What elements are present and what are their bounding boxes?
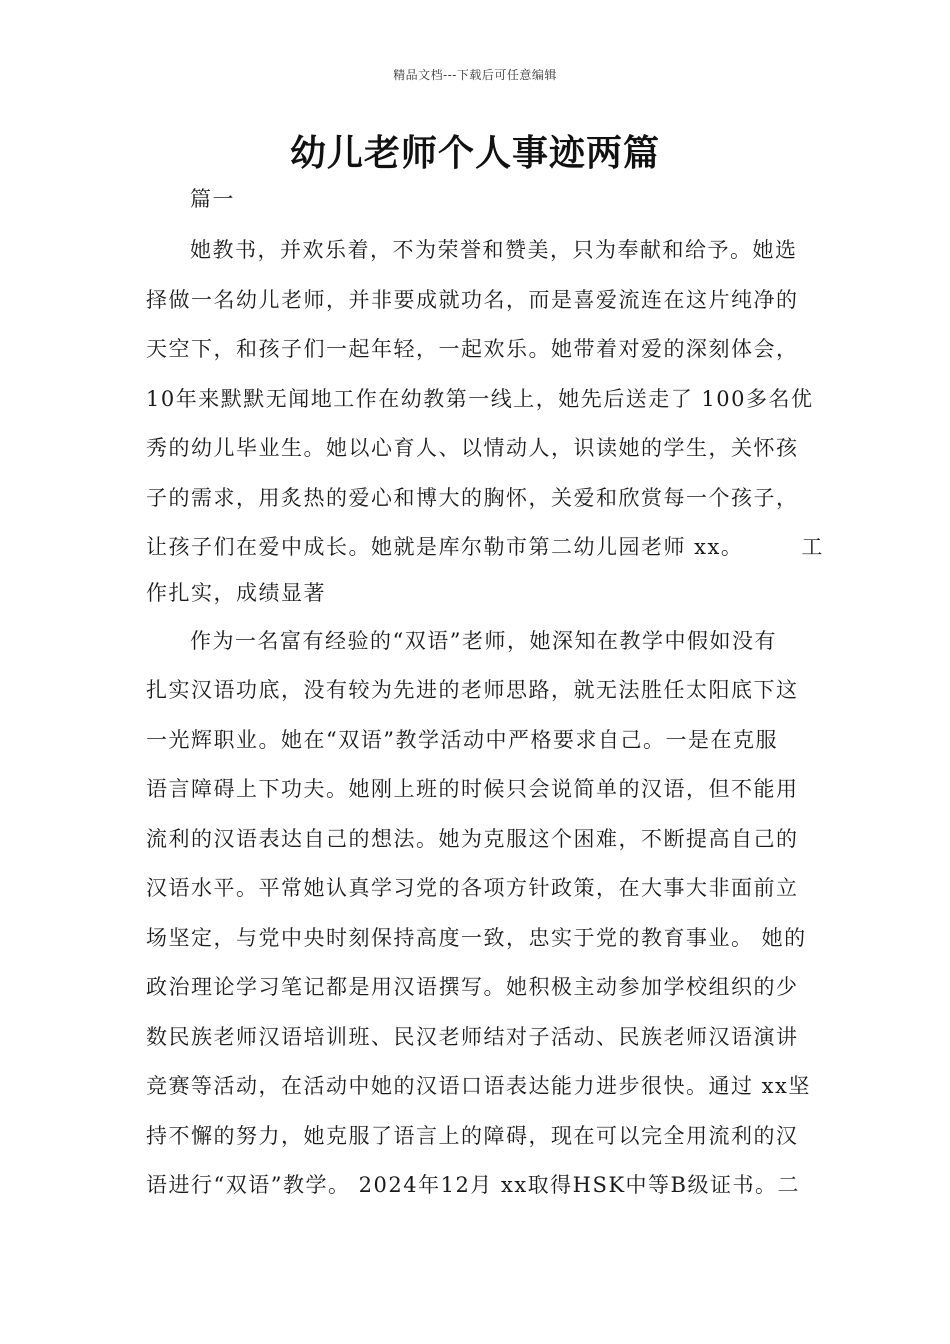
paragraph-line: 一光辉职业。她在“双语”教学活动中严格要求自己。一是在克服 bbox=[146, 727, 778, 752]
section-label: 篇一 bbox=[190, 187, 235, 211]
paragraph-line: 子的需求，用炙热的爱心和博大的胸怀，关爱和欣赏每一个孩子， bbox=[146, 485, 799, 510]
paragraph-line: 竞赛等活动，在活动中她的汉语口语表达能力进步很快。通过 xx坚 bbox=[146, 1074, 811, 1098]
paragraph-line: 她教书，并欢乐着，不为荣誉和赞美，只为奉献和给予。她选 bbox=[190, 238, 798, 262]
subheading-line: 作扎实，成绩显著 bbox=[146, 580, 326, 605]
subheading-start: 工 bbox=[801, 535, 824, 559]
paragraph-line: 择做一名幼儿老师，并非要成就功名，而是喜爱流连在这片纯净的 bbox=[146, 287, 799, 312]
paragraph-line: 流利的汉语表达自己的想法。她为克服这个困难，不断提高自己的 bbox=[146, 826, 799, 851]
paragraph-line: 场坚定，与党中央时刻保持高度一致，忠实于党的教育事业。 她的 bbox=[146, 925, 807, 950]
paragraph-line: 扎实汉语功底，没有较为先进的老师思路，就无法胜任太阳底下这 bbox=[146, 678, 799, 702]
paragraph-line: 汉语水平。平常她认真学习党的各项方针政策，在大事大非面前立 bbox=[146, 876, 799, 900]
paragraph-line: 10年来默默无闻地工作在幼教第一线上，她先后送走了 100多名优 bbox=[146, 386, 814, 411]
page-header: 精品文档---下载后可任意编辑 bbox=[393, 68, 557, 82]
document-title: 幼儿老师个人事迹两篇 bbox=[289, 132, 660, 174]
paragraph-line: 语言障碍上下功夫。她刚上班的时候只会说简单的汉语，但不能用 bbox=[146, 777, 799, 801]
paragraph-line: 天空下，和孩子们一起年轻，一起欢乐。她带着对爱的深刻体会， bbox=[146, 337, 799, 361]
paragraph-line bbox=[146, 523, 824, 573]
paragraph-line: 政治理论学习笔记都是用汉语撰写。她积极主动参加学校组织的少 bbox=[146, 975, 799, 999]
paragraph-text: 让孩子们在爱中成长。她就是库尔勒市第二幼儿园老师 xx。 bbox=[146, 535, 744, 559]
paragraph-line: 作为一名富有经验的“双语”老师，她深知在教学中假如没有 bbox=[190, 628, 777, 653]
paragraph-line: 秀的幼儿毕业生。她以心育人、以情动人，识读她的学生，关怀孩 bbox=[146, 436, 799, 460]
paragraph-line: 语进行“双语”教学。 2024年12月 xx取得HSK中等B级证书。二 bbox=[146, 1173, 800, 1197]
document-body bbox=[146, 226, 824, 1211]
paragraph-line: 持不懈的努力，她克服了语言上的障碍，现在可以完全用流利的汉 bbox=[146, 1123, 799, 1148]
paragraph-line: 数民族老师汉语培训班、民汉老师结对子活动、民族老师汉语演讲 bbox=[146, 1024, 799, 1049]
